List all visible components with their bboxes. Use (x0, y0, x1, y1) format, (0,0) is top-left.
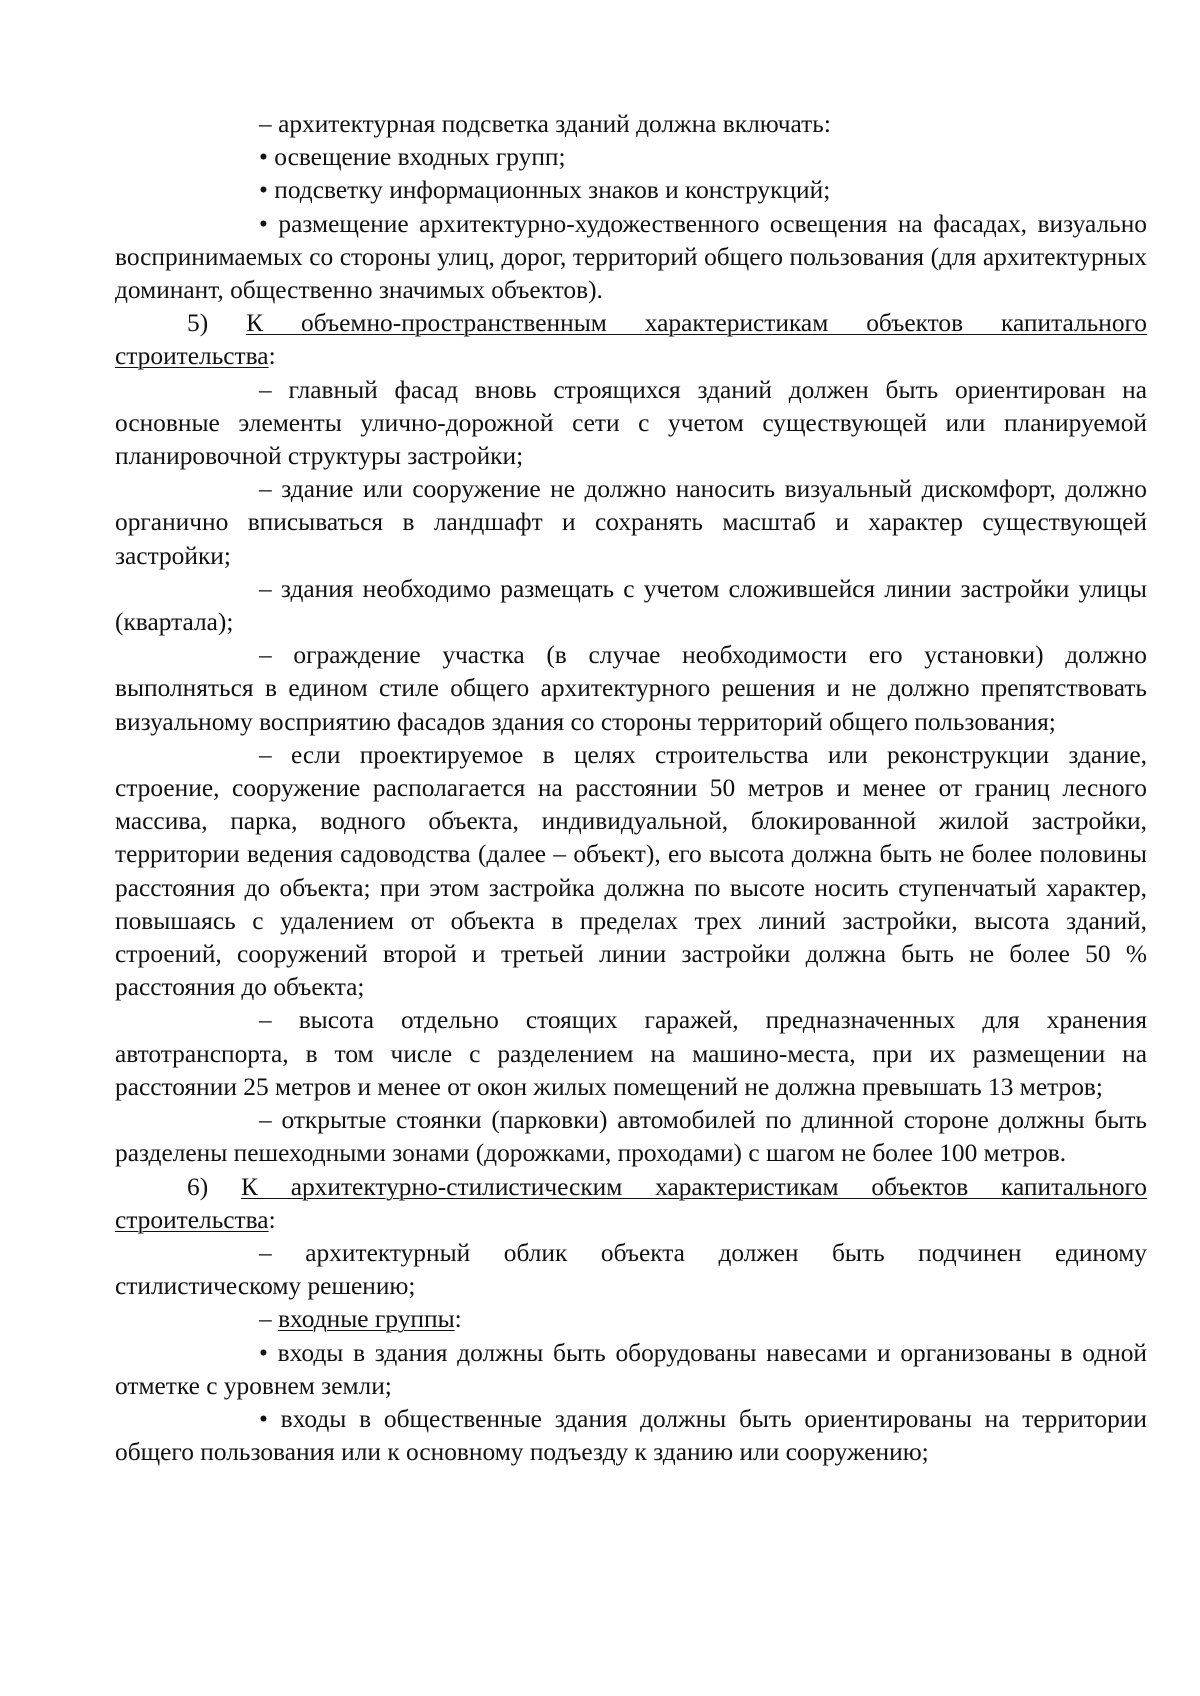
section-number: 6) (187, 1172, 209, 1201)
paragraph-text: здания необходимо размещать с учетом сложившейся линии застройки улицы (квартала); (115, 574, 1147, 637)
paragraph-text: ограждение участка (в случае необходимости его установки) должно выполняться в едином стиле общего архитектурного решения и не должно препятствовать визуальному восприятию фасадов здания со стороны территорий общего пользования; (115, 641, 1147, 736)
dash-marker: – (259, 110, 272, 138)
bullet-icon: • (259, 1338, 268, 1367)
document-page (115, 108, 1147, 1469)
list-item-bullet (115, 208, 1147, 308)
bullet-icon: • (259, 209, 268, 238)
list-item-bullet (115, 141, 1147, 174)
dash-marker: – (259, 1106, 272, 1135)
list-item-dash (115, 1104, 1147, 1170)
dash-marker: – (259, 1305, 272, 1334)
section-heading-text: К архитектурно-стилистическим характеристикам объектов капитального строительства (115, 1172, 1147, 1234)
paragraph-text: архитектурный облик объекта должен быть подчинен единому стилистическому решению; (115, 1238, 1147, 1301)
list-item-dash (115, 739, 1147, 1005)
paragraph-text: если проектируемое в целях строительства или реконструкции здание, строение, сооружение располагается на расстоянии 50 метров и менее от границ лесного массива, парка, водного объекта, индивидуальной, блокированной жилой застройки, территории ведения садоводства (далее – объект), его высота должна быть не более половины расстояния до объекта; при этом застройка должна по высоте носить ступенчатый характер, повышаясь с удалением от объекта в пределах трех линий застройки, высота зданий, строений, сооружений второй и третьей линии застройки должна быть не более 50 % расстояния до объекта; (115, 740, 1147, 1002)
paragraph-text: здание или сооружение не должно наносить визуальный дискомфорт, должно органично вписываться в ландшафт и сохранять масштаб и характер существующей застройки; (115, 475, 1148, 570)
list-item-dash (115, 473, 1147, 573)
bullet-icon: • (259, 143, 268, 172)
paragraph-text: входы в здания должны быть оборудованы навесами и организованы в одной отметке с уровнем земли; (115, 1338, 1148, 1400)
list-item-bullet (115, 174, 1147, 207)
dash-marker: – (259, 574, 272, 603)
list-item-dash (115, 1237, 1147, 1303)
dash-marker: – (259, 475, 272, 504)
dash-marker: – (259, 641, 272, 670)
list-item-dash (115, 108, 1147, 141)
paragraph-text: архитектурная подсветка зданий должна включать: (278, 110, 831, 138)
list-item-dash (115, 1004, 1147, 1104)
paragraph-text: освещение входных групп; (274, 143, 566, 172)
heading-colon: : (268, 342, 276, 371)
paragraph-text: главный фасад вновь строящихся зданий должен быть ориентирован на основные элементы улично-дорожной сети с учетом существующей или планируемой планировочной структуры застройки; (115, 375, 1147, 471)
paragraph-text: входы в общественные здания должны быть ориентированы на территории общего пользования или к основному подъезду к зданию или сооружению; (115, 1404, 1147, 1467)
dash-marker: – (259, 740, 272, 769)
paragraph-text: открытые стоянки (парковки) автомобилей по длинной стороне должны быть разделены пешеходными зонами (дорожками, проходами) с шагом не более 100 метров. (115, 1106, 1147, 1168)
list-item-dash (115, 639, 1147, 739)
bullet-icon: • (259, 176, 268, 205)
section-number: 5) (187, 309, 209, 338)
paragraph-text: размещение архитектурно-художественного освещения на фасадах, визуально воспринимаемых со стороны улиц, дорог, территорий общего пользования (для архитектурных доминант, общественно значимых объектов). (115, 209, 1147, 305)
dash-marker: – (259, 1006, 272, 1035)
paragraph-text: высота отдельно стоящих гаражей, предназначенных для хранения автотранспорта, в том числе с разделением на машино-места, при их размещении на расстоянии 25 метров и менее от окон жилых помещений не должна превышать 13 метров; (115, 1006, 1147, 1101)
dash-marker: – (259, 1238, 272, 1267)
list-item-dash (115, 573, 1147, 639)
paragraph-text: подсветку информационных знаков и конструкций; (274, 176, 831, 205)
section-heading-5 (115, 307, 1147, 373)
dash-marker: – (259, 375, 272, 404)
section-heading-6 (115, 1171, 1147, 1237)
heading-colon: : (268, 1205, 276, 1234)
heading-colon: : (454, 1305, 462, 1334)
list-item-bullet (115, 1337, 1147, 1403)
section-heading-text: К объемно-пространственным характеристикам объектов капитального строительства (115, 309, 1147, 371)
subheading-text: входные группы (278, 1305, 455, 1334)
bullet-icon: • (259, 1404, 268, 1433)
list-item-bullet (115, 1403, 1147, 1469)
subheading-entrance-groups (115, 1303, 1147, 1336)
list-item-dash (115, 374, 1147, 474)
